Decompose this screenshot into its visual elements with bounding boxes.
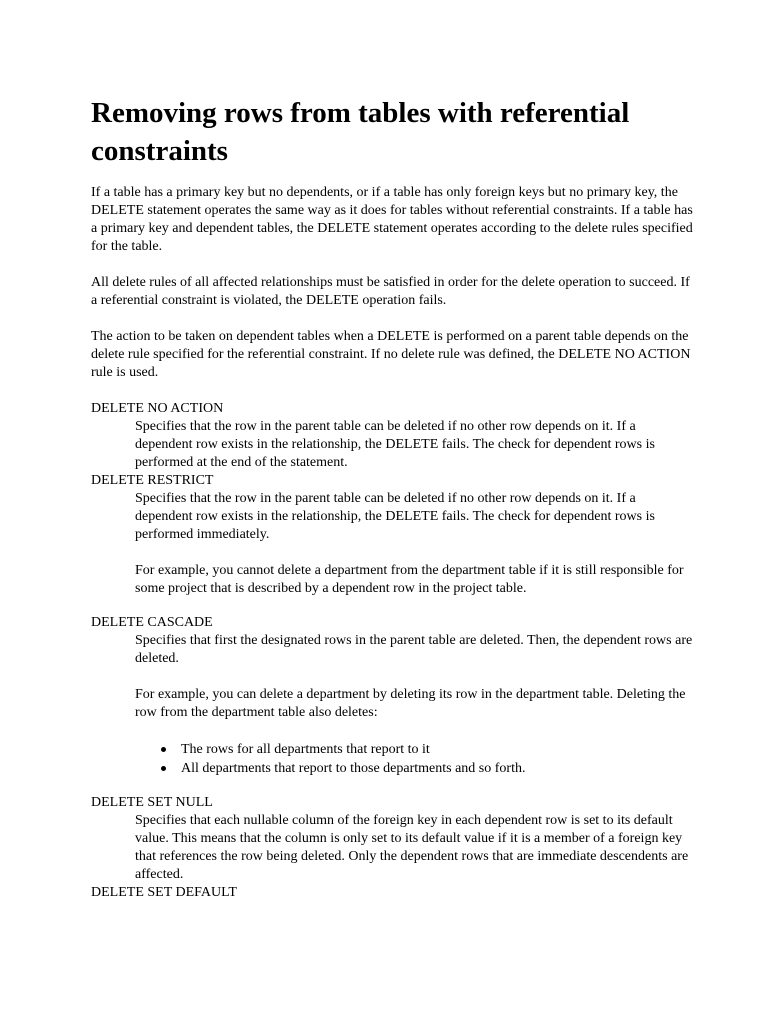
bullet-icon <box>161 747 166 752</box>
rule-delete-set-default <box>91 884 696 902</box>
rule-term: DELETE SET DEFAULT <box>91 885 237 900</box>
list-item <box>161 740 696 759</box>
document-title: Removing rows from tables with referential constraints <box>91 97 630 167</box>
intro-paragraph: If a table has a primary key but no dependents, or if a table has only foreign keys but no primary key, the DELETE statement operates the same way as it does for tables without referential constraints. If a table has a primary key and dependent tables, the DELETE statement operates according to the delete rules specified for the table. <box>91 185 693 254</box>
spacer <box>91 778 696 794</box>
spacer <box>91 598 696 614</box>
rule-example: For example, you can delete a department by deleting its row in the department table. Deleting the row from the department table also deletes: <box>135 687 686 720</box>
rule-term: DELETE RESTRICT <box>91 473 214 488</box>
bullet-icon <box>161 766 166 771</box>
list-item-text: The rows for all departments that report to it <box>181 742 430 757</box>
list-item <box>161 759 696 778</box>
rules-paragraph: All delete rules of all affected relationships must be satisfied in order for the delete operation to succeed. If a referential constraint is violated, the DELETE operation fails. <box>91 275 690 308</box>
rule-description: Specifies that first the designated rows in the parent table are deleted. Then, the dependent rows are deleted. <box>135 633 693 666</box>
rule-definition <box>135 812 696 884</box>
action-paragraph: The action to be taken on dependent tables when a DELETE is performed on a parent table depends on the delete rule specified for the referential constraint. If no delete rule was defined, the DELETE NO ACTION rule is used. <box>91 329 691 380</box>
bullet-list <box>135 740 696 778</box>
rule-description: Specifies that each nullable column of the foreign key in each dependent row is set to its default value. This means that the column is only set to its default value if it is a member of a foreign key that references the row being deleted. Only the dependent rows that are immediate descendents are affected. <box>135 813 689 882</box>
rule-delete-cascade <box>91 614 696 778</box>
rule-definition <box>135 490 696 598</box>
rule-delete-no-action <box>91 400 696 472</box>
list-item-text: All departments that report to those departments and so forth. <box>181 761 526 776</box>
rule-term: DELETE CASCADE <box>91 615 213 630</box>
rule-description: Specifies that the row in the parent table can be deleted if no other row depends on it. If a dependent row exists in the relationship, the DELETE fails. The check for dependent rows is performed at the end of the statement. <box>135 419 655 470</box>
rule-delete-set-null <box>91 794 696 884</box>
rule-example: For example, you cannot delete a department from the department table if it is still responsible for some project that is described by a dependent row in the project table. <box>135 563 684 596</box>
rule-term: DELETE SET NULL <box>91 795 213 810</box>
rule-term: DELETE NO ACTION <box>91 401 224 416</box>
rule-definition <box>135 418 696 472</box>
rule-description: Specifies that the row in the parent table can be deleted if no other row depends on it. If a dependent row exists in the relationship, the DELETE fails. The check for dependent rows is performed immediately. <box>135 491 655 542</box>
rule-definition <box>135 632 696 778</box>
rule-delete-restrict <box>91 472 696 598</box>
